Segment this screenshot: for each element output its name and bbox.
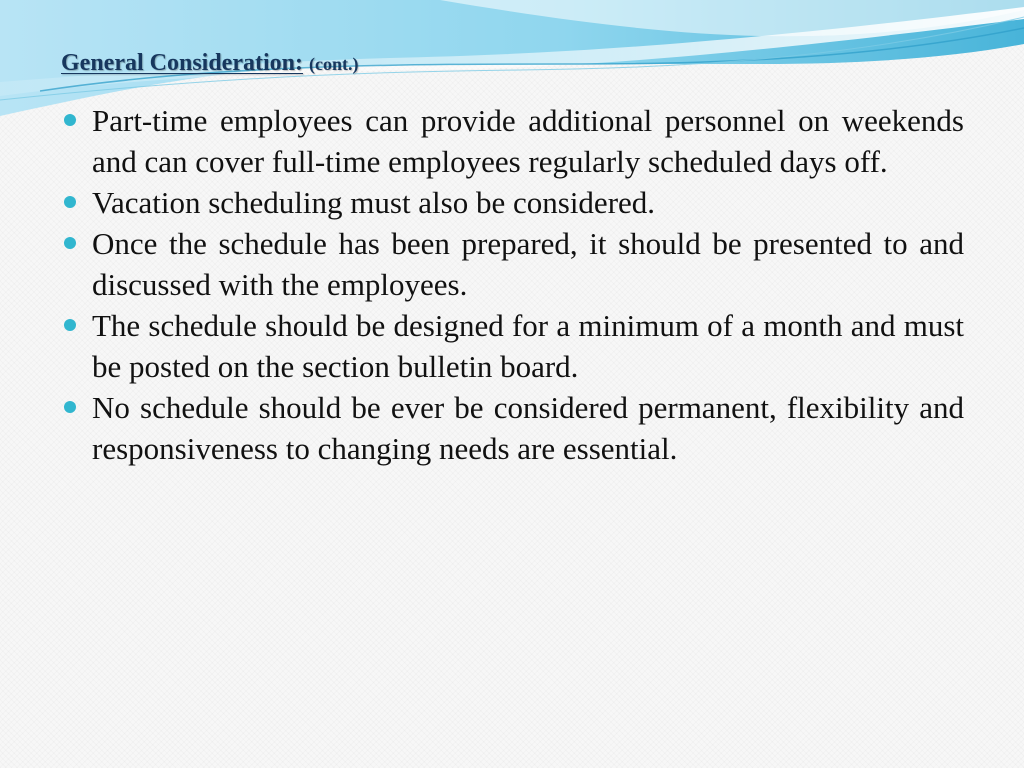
bullet-marker bbox=[64, 237, 76, 249]
bullet-text: The schedule should be designed for a minimum of a month and must be posted on the section bulletin board. bbox=[92, 308, 964, 384]
bullet-marker bbox=[64, 114, 76, 126]
bullet-list bbox=[62, 100, 964, 469]
bullet-item-not-permanent bbox=[62, 387, 964, 469]
slide-title-main: General Consideration: bbox=[61, 50, 303, 76]
slide-title-suffix: (cont.) bbox=[308, 54, 359, 74]
bullet-text: No schedule should be ever be considered permanent, flexibility and responsiveness to changing needs are essential. bbox=[92, 390, 964, 466]
bullet-marker bbox=[64, 319, 76, 331]
bullet-item-present-schedule bbox=[62, 223, 964, 305]
slide-title bbox=[61, 44, 358, 79]
bullet-text: Once the schedule has been prepared, it should be presented to and discussed with the employees. bbox=[92, 226, 964, 302]
bullet-item-vacation-scheduling bbox=[62, 182, 964, 223]
bullet-marker bbox=[64, 401, 76, 413]
bullet-text: Part-time employees can provide additional personnel on weekends and can cover full-time employees regularly scheduled days off. bbox=[92, 103, 964, 179]
bullet-text: Vacation scheduling must also be considered. bbox=[92, 185, 656, 220]
bullet-item-part-time-employees bbox=[62, 100, 964, 182]
bullet-item-minimum-month bbox=[62, 305, 964, 387]
bullet-marker bbox=[64, 196, 76, 208]
